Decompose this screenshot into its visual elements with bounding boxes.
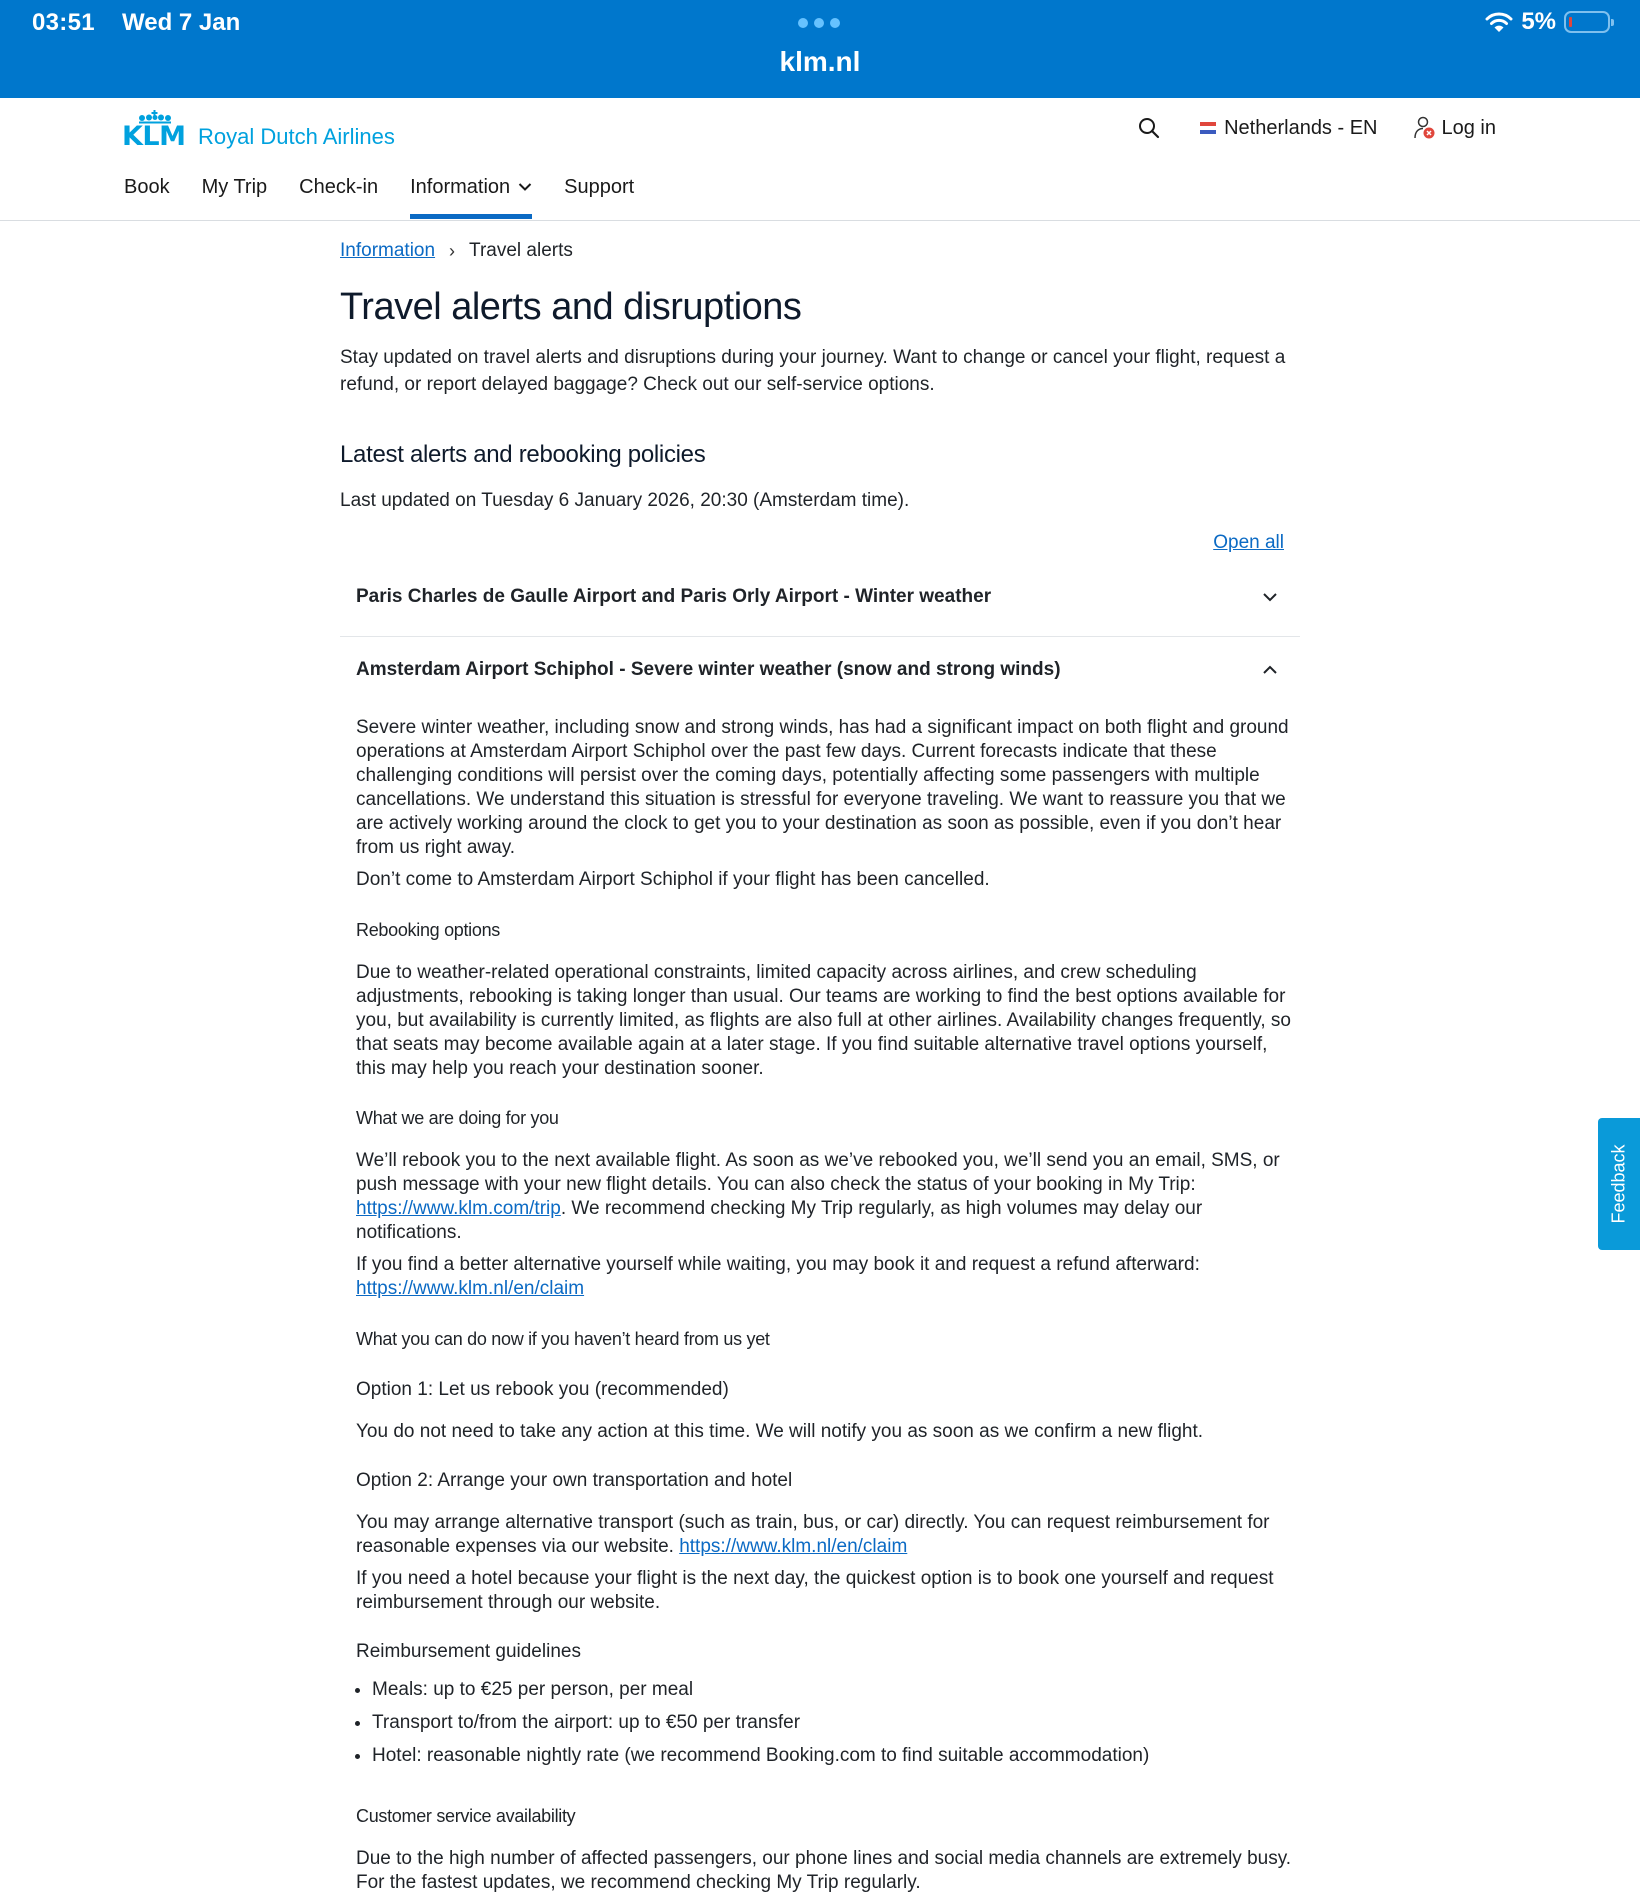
accordion-divider	[340, 636, 1300, 637]
url-bar[interactable]: klm.nl	[779, 46, 861, 77]
klm-wordmark: KLM	[122, 121, 186, 152]
page-intro: Stay updated on travel alerts and disruptions during your journey. Want to change or cancel your flight, request a refund, or report delayed baggage? Check out our self-service options.	[340, 347, 1286, 395]
netherlands-flag-icon	[1200, 122, 1216, 134]
nav-my-trip[interactable]	[202, 174, 268, 200]
cs-text: Due to the high number of affected passengers, our phone lines and social media channels are extremely busy. For the fastest updates, we recommend checking My Trip regularly.	[356, 1848, 1292, 1893]
search-icon	[1138, 117, 1160, 139]
nav-my-trip-label: My Trip	[201, 175, 268, 198]
multitasking-dots-icon[interactable]	[798, 18, 840, 28]
nav-book-label: Book	[124, 175, 170, 198]
login-label: Log in	[1441, 116, 1496, 139]
locale-label: Netherlands - EN	[1224, 116, 1378, 139]
search-button[interactable]	[1138, 117, 1160, 139]
accordion-schiphol-title: Amsterdam Airport Schiphol - Severe winter weather (snow and strong winds)	[356, 659, 1061, 680]
accordion-schiphol-content	[356, 716, 1296, 1895]
klm-logo-mark	[122, 110, 186, 150]
option2-text-label: You may arrange alternative transport (such as train, bus, or car) directly. You can request reimbursement for reasonable expenses via our website.	[356, 1512, 1270, 1557]
locale-selector[interactable]	[1200, 117, 1377, 140]
nav-book[interactable]	[124, 174, 170, 200]
rebooking-heading: Rebooking options	[356, 920, 501, 940]
accordion-paris-header[interactable]	[340, 586, 1300, 608]
battery-percent: 5%	[1521, 8, 1556, 35]
status-time: 03:51	[32, 9, 95, 36]
option2-claim-link[interactable]: https://www.klm.nl/en/claim	[679, 1536, 908, 1557]
wifi-icon	[1485, 11, 1513, 33]
header-utilities	[1138, 116, 1496, 140]
nav-information[interactable]	[410, 174, 532, 200]
option2-text	[356, 1511, 1296, 1559]
option1-text: You do not need to take any action at this time. We will notify you as soon as we confirm a new flight.	[356, 1421, 1204, 1442]
feedback-tab[interactable]	[1598, 1118, 1640, 1250]
accordion-paris-title: Paris Charles de Gaulle Airport and Paris Orly Airport - Winter weather	[356, 586, 992, 607]
doing-text-b: . We recommend checking My Trip regularly, as high volumes may delay our notifications.	[356, 1198, 1203, 1243]
breadcrumb-current: Travel alerts	[469, 240, 573, 261]
doing-heading: What we are doing for you	[356, 1108, 559, 1128]
feedback-label: Feedback	[1608, 1144, 1629, 1224]
guidelines-heading: Reimbursement guidelines	[356, 1641, 581, 1662]
option1-heading: Option 1: Let us rebook you (recommended)	[356, 1379, 729, 1400]
doing-text	[356, 1149, 1296, 1245]
my-trip-link[interactable]: https://www.klm.com/trip	[356, 1198, 561, 1219]
login-button[interactable]	[1412, 116, 1497, 140]
nav-support[interactable]	[564, 174, 634, 200]
alternative-text	[356, 1253, 1296, 1301]
doing-text-a: We’ll rebook you to the next available flight. As soon as we’ve rebooked you, we’ll send you an email, SMS, or push message with your new flight details. You can also check the status of your booking in My Trip:	[356, 1150, 1280, 1195]
nav-check-in[interactable]	[299, 174, 378, 200]
chevron-down-icon	[518, 182, 532, 192]
open-all-link[interactable]: Open all	[1213, 532, 1284, 553]
guidelines-list	[356, 1678, 1296, 1768]
schiphol-paragraph-2: Don’t come to Amsterdam Airport Schiphol if your flight has been cancelled.	[356, 869, 990, 890]
nav-support-label: Support	[564, 175, 635, 198]
user-icon	[1412, 116, 1438, 140]
now-heading: What you can do now if you haven’t heard from us yet	[356, 1329, 770, 1349]
chevron-down-icon	[1262, 592, 1278, 602]
last-updated: Last updated on Tuesday 6 January 2026, 20:30 (Amsterdam time).	[340, 490, 910, 511]
accordion-schiphol-header[interactable]	[340, 659, 1300, 681]
klm-logo[interactable]	[122, 110, 395, 150]
rebooking-text: Due to weather-related operational constraints, limited capacity across airlines, and crew scheduling adjustments, rebooking is taking longer than usual. Our teams are working to find the best options available for you, but availability is currently limited, as flights are also full at other airlines. Availability changes frequently, so that seats may become available again at a later stage. If you find suitable alternative travel options yourself, this may help you reach your destination sooner.	[356, 962, 1291, 1079]
breadcrumb	[340, 240, 573, 262]
status-indicators	[1485, 8, 1610, 36]
status-date: Wed 7 Jan	[122, 9, 241, 36]
claim-link[interactable]: https://www.klm.nl/en/claim	[356, 1278, 585, 1299]
battery-icon	[1564, 11, 1610, 33]
main-nav	[124, 174, 666, 200]
option2-heading: Option 2: Arrange your own transportation and hotel	[356, 1470, 793, 1491]
breadcrumb-information-link[interactable]: Information	[340, 240, 436, 261]
alternative-text-label: If you find a better alternative yourself while waiting, you may book it and request a refund afterward:	[356, 1254, 1200, 1275]
guideline-item: • Meals: up to €25 per person, per meal	[372, 1678, 1296, 1702]
hotel-text: If you need a hotel because your flight is the next day, the quickest option is to book one yourself and request reimbursement through our website.	[356, 1568, 1274, 1613]
guideline-item: • Hotel: reasonable nightly rate (we recommend Booking.com to find suitable accommodation)	[372, 1744, 1296, 1768]
browser-top-bar	[0, 0, 1640, 98]
schiphol-paragraph-1: Severe winter weather, including snow and strong winds, has had a significant impact on both flight and ground operations at Amsterdam Airport Schiphol over the past few days. Current forecasts indicate that these challenging conditions will persist over the coming days, potentially affecting some passengers with multiple cancellations. We understand this situation is stressful for everyone traveling. We want to reassure you that we are actively working around the clock to get you to your destination as soon as possible, even if you don’t hear from us right away.	[356, 717, 1289, 858]
breadcrumb-separator-icon: ›	[449, 240, 456, 261]
nav-information-label: Information	[410, 175, 511, 198]
guideline-item: • Transport to/from the airport: up to €50 per transfer	[372, 1711, 1296, 1735]
cs-heading: Customer service availability	[356, 1806, 576, 1826]
section-title: Latest alerts and rebooking policies	[340, 441, 706, 468]
logo-tagline: Royal Dutch Airlines	[198, 124, 395, 149]
nav-check-in-label: Check-in	[299, 175, 379, 198]
page-title: Travel alerts and disruptions	[340, 286, 802, 328]
chevron-up-icon	[1262, 665, 1278, 675]
